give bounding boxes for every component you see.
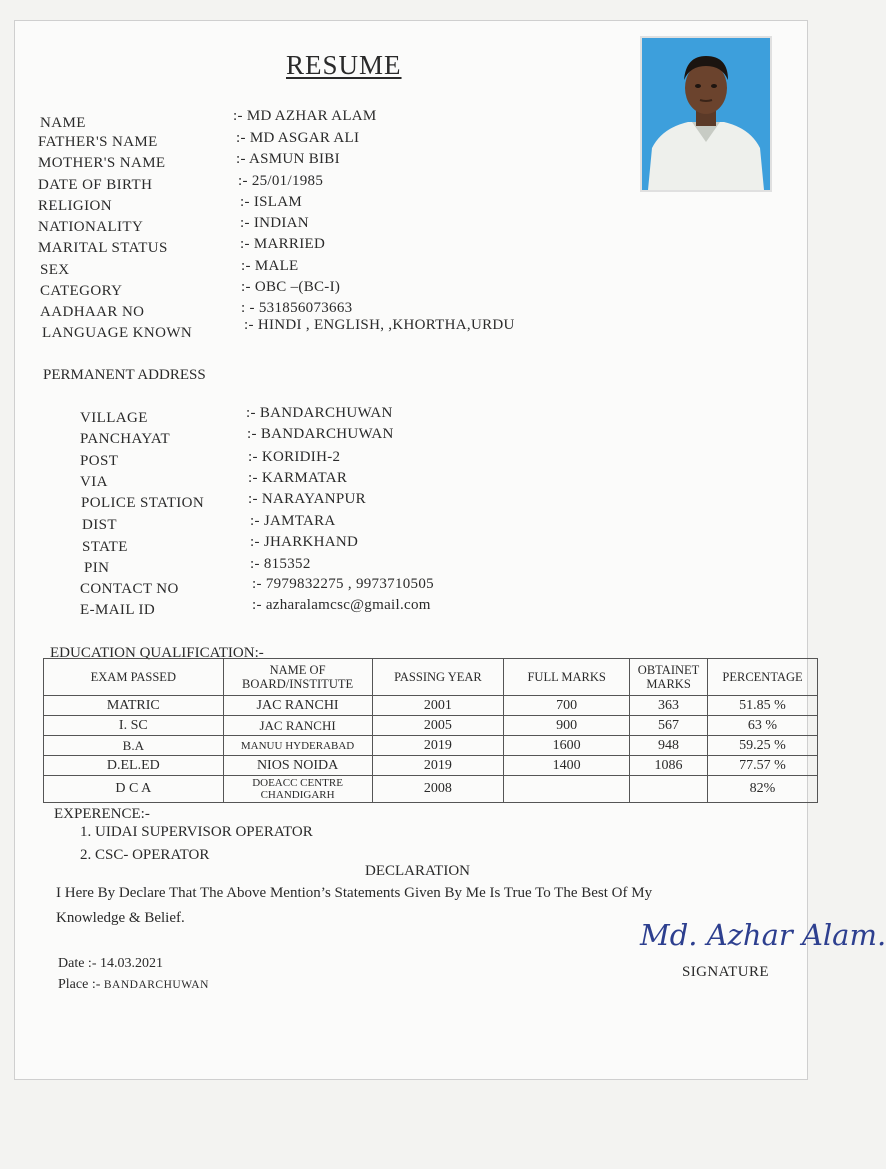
- village-value: :- BANDARCHUWAN: [246, 405, 393, 421]
- experience-item: 2. CSC- OPERATOR: [80, 847, 210, 863]
- religion-label: RELIGION: [38, 198, 113, 214]
- declaration-heading: DECLARATION: [365, 863, 470, 879]
- header-percentage: PERCENTAGE: [708, 659, 818, 696]
- obtained-cell: 948: [630, 736, 708, 756]
- marital-status-label: MARITAL STATUS: [38, 240, 168, 256]
- panchayat-value: :- BANDARCHUWAN: [247, 426, 394, 442]
- mother-name-value: :- ASMUN BIBI: [236, 151, 340, 167]
- table-header-row: [44, 659, 818, 696]
- state-label: STATE: [82, 539, 128, 555]
- language-label: LANGUAGE KNOWN: [42, 325, 193, 341]
- pin-value: :- 815352: [250, 556, 311, 572]
- via-label: VIA: [80, 474, 108, 490]
- percentage-cell: 63 %: [708, 716, 818, 736]
- declaration-line-1: I Here By Declare That The Above Mention’s Statements Given By Me Is True To The Best Of My: [56, 885, 653, 901]
- dob-label: DATE OF BIRTH: [38, 177, 153, 193]
- exam-cell: MATRIC: [44, 696, 224, 716]
- father-name-value: :- MD ASGAR ALI: [236, 130, 360, 146]
- exam-cell: D.EL.ED: [44, 756, 224, 776]
- table-row: [44, 716, 818, 736]
- board-line2: CHANDIGARH: [260, 789, 335, 801]
- header-board-line1: NAME OF: [269, 663, 326, 677]
- sex-value: :- MALE: [241, 258, 299, 274]
- aadhaar-label: AADHAAR NO: [40, 304, 145, 320]
- signature-label: SIGNATURE: [682, 964, 769, 980]
- dist-label: DIST: [82, 517, 117, 533]
- aadhaar-value: : - 531856073663: [241, 300, 353, 316]
- village-label: VILLAGE: [80, 410, 148, 426]
- year-cell: 2001: [372, 696, 504, 716]
- contact-label: CONTACT NO: [80, 581, 179, 597]
- resume-title: RESUME: [286, 50, 402, 80]
- signature-handwriting: Md. Azhar Alam.: [640, 918, 886, 952]
- police-station-value: :- NARAYANPUR: [248, 491, 366, 507]
- header-obtained-line2: MARKS: [646, 677, 691, 691]
- board-cell: NIOS NOIDA: [223, 756, 372, 776]
- place-label: Place :-: [58, 977, 101, 992]
- header-exam: EXAM PASSED: [44, 659, 224, 696]
- state-value: :- JHARKHAND: [250, 534, 359, 550]
- marital-status-value: :- MARRIED: [240, 236, 326, 252]
- full-marks-cell: 700: [504, 696, 630, 716]
- header-obtained: [630, 659, 708, 696]
- board-cell: MANUU HYDERABAD: [223, 736, 372, 756]
- email-label: E-MAIL ID: [80, 602, 156, 618]
- header-board: [223, 659, 372, 696]
- date-text: Date :- 14.03.2021: [58, 956, 163, 971]
- board-cell: JAC RANCHI: [223, 696, 372, 716]
- table-row: [44, 776, 818, 803]
- header-board-line2: BOARD/INSTITUTE: [242, 677, 354, 691]
- board-cell: JAC RANCHI: [223, 716, 372, 736]
- place-value: BANDARCHUWAN: [103, 979, 209, 991]
- profile-photo: [640, 36, 772, 192]
- category-label: CATEGORY: [40, 283, 123, 299]
- table-row: [44, 696, 818, 716]
- education-heading: EDUCATION QUALIFICATION:-: [50, 645, 264, 661]
- board-cell: [223, 776, 372, 803]
- pin-label: PIN: [84, 560, 110, 576]
- header-full-marks: FULL MARKS: [504, 659, 630, 696]
- year-cell: 2005: [372, 716, 504, 736]
- contact-value: :- 7979832275 , 9973710505: [252, 576, 434, 592]
- name-label: NAME: [40, 115, 86, 131]
- panchayat-label: PANCHAYAT: [80, 431, 171, 447]
- full-marks-cell: 1600: [504, 736, 630, 756]
- header-year: PASSING YEAR: [372, 659, 504, 696]
- sex-label: SEX: [40, 262, 70, 278]
- nationality-label: NATIONALITY: [38, 219, 144, 235]
- full-marks-cell: 1400: [504, 756, 630, 776]
- year-cell: 2019: [372, 736, 504, 756]
- experience-heading: EXPERENCE:-: [54, 806, 150, 822]
- dob-value: :- 25/01/1985: [238, 173, 324, 189]
- dist-value: :- JAMTARA: [250, 513, 336, 529]
- address-heading: PERMANENT ADDRESS: [43, 367, 206, 383]
- header-obtained-line1: OBTAINET: [637, 663, 700, 677]
- declaration-line-2: Knowledge & Belief.: [56, 910, 185, 926]
- category-value: :- OBC –(BC-I): [241, 279, 341, 295]
- via-value: :- KARMATAR: [248, 470, 348, 486]
- email-value: :- azharalamcsc@gmail.com: [252, 597, 431, 613]
- percentage-cell: 59.25 %: [708, 736, 818, 756]
- obtained-cell: 567: [630, 716, 708, 736]
- percentage-cell: 77.57 %: [708, 756, 818, 776]
- percentage-cell: 51.85 %: [708, 696, 818, 716]
- experience-item: 1. UIDAI SUPERVISOR OPERATOR: [80, 824, 313, 840]
- table-row: [44, 736, 818, 756]
- year-cell: 2019: [372, 756, 504, 776]
- language-value: :- HINDI , ENGLISH, ,KHORTHA,URDU: [244, 317, 515, 333]
- exam-cell: I. SC: [44, 716, 224, 736]
- religion-value: :- ISLAM: [240, 194, 302, 210]
- full-marks-cell: [504, 776, 630, 803]
- percentage-cell: 82%: [708, 776, 818, 803]
- police-station-label: POLICE STATION: [81, 495, 205, 511]
- name-value: :- MD AZHAR ALAM: [233, 108, 377, 124]
- exam-cell: D C A: [44, 776, 224, 803]
- obtained-cell: 1086: [630, 756, 708, 776]
- father-name-label: FATHER'S NAME: [38, 134, 158, 150]
- obtained-cell: [630, 776, 708, 803]
- board-line1: DOEACC CENTRE: [252, 777, 343, 789]
- obtained-cell: 363: [630, 696, 708, 716]
- post-label: POST: [80, 453, 119, 469]
- mother-name-label: MOTHER'S NAME: [38, 155, 166, 171]
- nationality-value: :- INDIAN: [240, 215, 309, 231]
- year-cell: 2008: [372, 776, 504, 803]
- person-photo-icon: [642, 38, 770, 190]
- table-row: [44, 756, 818, 776]
- post-value: :- KORIDIH-2: [248, 449, 341, 465]
- exam-cell: B.A: [44, 736, 224, 756]
- place-text: [58, 977, 209, 993]
- full-marks-cell: 900: [504, 716, 630, 736]
- education-table: [43, 658, 818, 803]
